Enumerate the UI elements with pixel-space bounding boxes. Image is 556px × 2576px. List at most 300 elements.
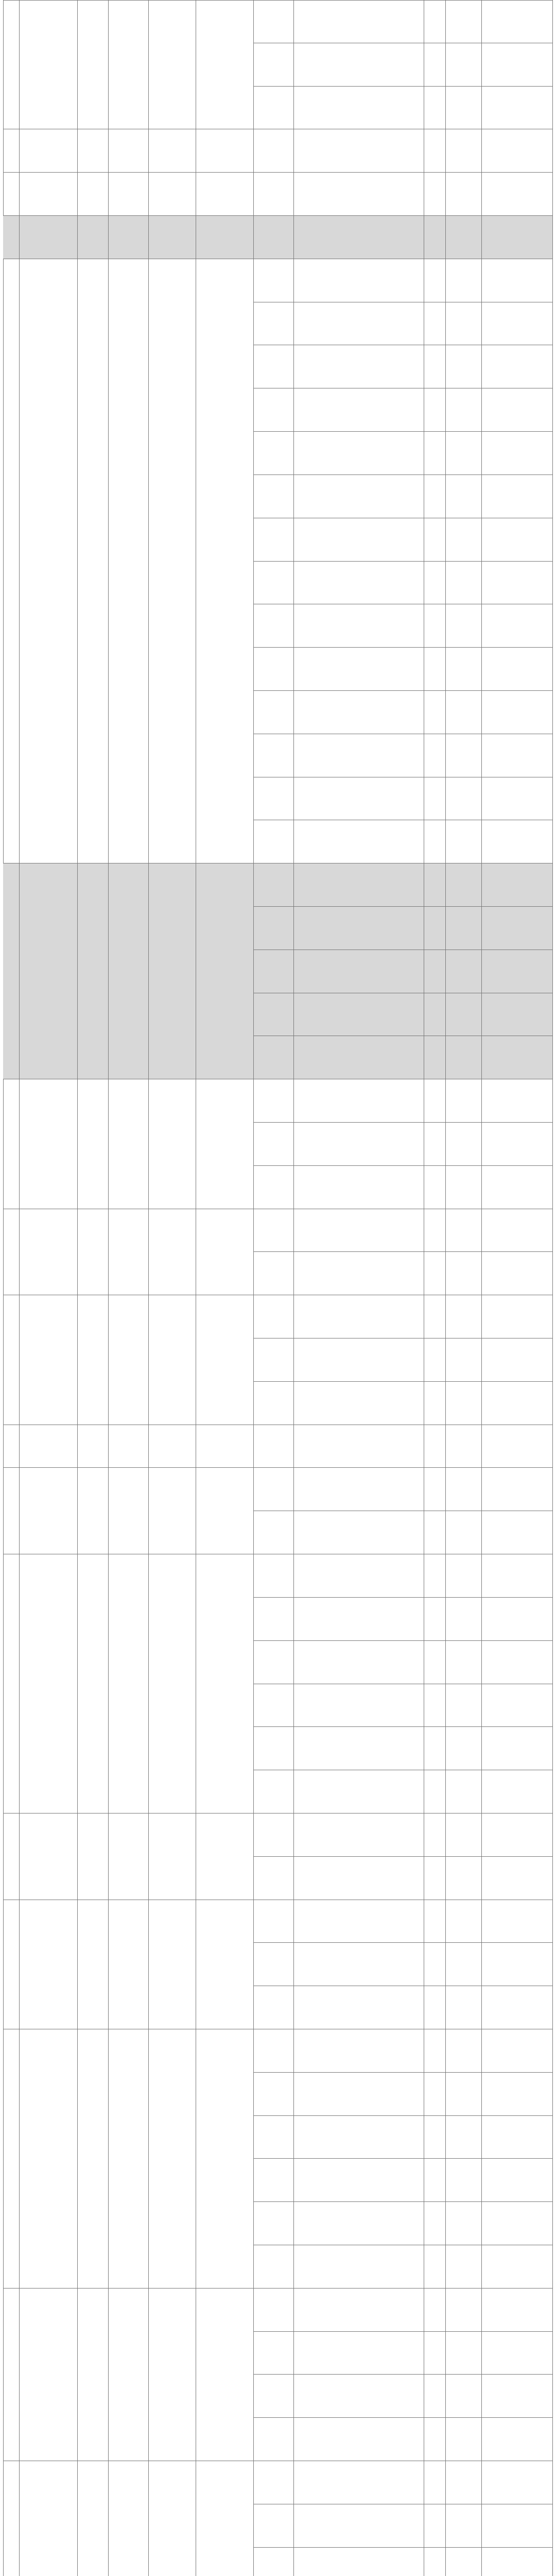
position-name-cell xyxy=(254,2202,294,2245)
requirements-cell xyxy=(294,777,424,820)
requirements-cell xyxy=(294,691,424,734)
email-cell xyxy=(149,1468,196,1554)
benefits-cell xyxy=(482,43,553,87)
phone-cell xyxy=(109,1554,149,1814)
salary-cell xyxy=(446,1166,482,1209)
position-name-cell xyxy=(254,1943,294,1986)
company-name-cell xyxy=(20,1814,78,1900)
phone-cell xyxy=(109,1079,149,1209)
headcount-cell xyxy=(424,432,446,475)
headcount-cell xyxy=(424,216,446,259)
number-cell xyxy=(3,129,20,173)
company-name-cell xyxy=(20,1425,78,1468)
requirements-cell xyxy=(294,562,424,604)
number-cell xyxy=(3,173,20,216)
requirements-cell xyxy=(294,216,424,259)
contact-cell xyxy=(78,259,109,863)
requirements-cell xyxy=(294,1079,424,1123)
salary-cell xyxy=(446,562,482,604)
benefits-cell xyxy=(482,691,553,734)
benefits-cell xyxy=(482,863,553,907)
company-name-cell xyxy=(20,1079,78,1209)
benefits-cell xyxy=(482,432,553,475)
salary-cell xyxy=(446,604,482,648)
phone-cell xyxy=(109,1468,149,1554)
position-name-cell xyxy=(254,2418,294,2461)
phone-cell xyxy=(109,2029,149,2289)
address-cell xyxy=(196,2289,254,2461)
requirements-cell xyxy=(294,2029,424,2073)
requirements-cell xyxy=(294,2245,424,2289)
salary-cell xyxy=(446,1857,482,1900)
headcount-cell xyxy=(424,388,446,432)
number-cell xyxy=(3,259,20,863)
position-name-cell xyxy=(254,2332,294,2375)
benefits-cell xyxy=(482,1511,553,1554)
position-name-cell xyxy=(254,1468,294,1511)
phone-cell xyxy=(109,259,149,863)
benefits-cell xyxy=(482,1079,553,1123)
benefits-cell xyxy=(482,2375,553,2418)
number-cell xyxy=(3,216,20,259)
requirements-cell xyxy=(294,1166,424,1209)
requirements-cell xyxy=(294,950,424,993)
headcount-cell xyxy=(424,562,446,604)
salary-cell xyxy=(446,1425,482,1468)
email-cell xyxy=(149,259,196,863)
position-name-cell xyxy=(254,345,294,388)
requirements-cell xyxy=(294,1684,424,1727)
requirements-cell xyxy=(294,1554,424,1598)
benefits-cell xyxy=(482,388,553,432)
address-cell xyxy=(196,173,254,216)
company-name-cell xyxy=(20,216,78,259)
salary-cell xyxy=(446,432,482,475)
headcount-cell xyxy=(424,1943,446,1986)
requirements-cell xyxy=(294,1857,424,1900)
headcount-cell xyxy=(424,2202,446,2245)
address-cell xyxy=(196,1900,254,2029)
headcount-cell xyxy=(424,1468,446,1511)
salary-cell xyxy=(446,2418,482,2461)
position-name-cell xyxy=(254,388,294,432)
benefits-cell xyxy=(482,518,553,562)
requirements-cell xyxy=(294,820,424,863)
headcount-cell xyxy=(424,1986,446,2029)
salary-cell xyxy=(446,1123,482,1166)
salary-cell xyxy=(446,1641,482,1684)
requirements-cell xyxy=(294,604,424,648)
requirements-cell xyxy=(294,432,424,475)
requirements-cell xyxy=(294,1770,424,1814)
benefits-cell xyxy=(482,2504,553,2548)
requirements-cell xyxy=(294,2159,424,2202)
headcount-cell xyxy=(424,0,446,43)
position-name-cell xyxy=(254,2073,294,2116)
phone-cell xyxy=(109,1900,149,2029)
email-cell xyxy=(149,2289,196,2461)
position-name-cell xyxy=(254,1338,294,1382)
benefits-cell xyxy=(482,2245,553,2289)
company-name-cell xyxy=(20,0,78,129)
headcount-cell xyxy=(424,2159,446,2202)
company-name-cell xyxy=(20,2461,78,2576)
position-name-cell xyxy=(254,2548,294,2576)
benefits-cell xyxy=(482,777,553,820)
position-name-cell xyxy=(254,2245,294,2289)
headcount-cell xyxy=(424,1554,446,1598)
salary-cell xyxy=(446,475,482,518)
benefits-cell xyxy=(482,1986,553,2029)
number-cell xyxy=(3,1079,20,1209)
salary-cell xyxy=(446,1986,482,2029)
salary-cell xyxy=(446,2073,482,2116)
requirements-cell xyxy=(294,43,424,87)
salary-cell xyxy=(446,518,482,562)
headcount-cell xyxy=(424,1036,446,1079)
address-cell xyxy=(196,1425,254,1468)
headcount-cell xyxy=(424,2073,446,2116)
position-name-cell xyxy=(254,2159,294,2202)
salary-cell xyxy=(446,1252,482,1295)
salary-cell xyxy=(446,1814,482,1857)
contact-cell xyxy=(78,1079,109,1209)
headcount-cell xyxy=(424,1684,446,1727)
salary-cell xyxy=(446,2332,482,2375)
position-name-cell xyxy=(254,993,294,1036)
email-cell xyxy=(149,1425,196,1468)
salary-cell xyxy=(446,388,482,432)
position-name-cell xyxy=(254,1425,294,1468)
email-cell xyxy=(149,2029,196,2289)
company-name-cell xyxy=(20,1900,78,2029)
requirements-cell xyxy=(294,2418,424,2461)
position-name-cell xyxy=(254,518,294,562)
headcount-cell xyxy=(424,2418,446,2461)
benefits-cell xyxy=(482,2332,553,2375)
position-name-cell xyxy=(254,2029,294,2073)
headcount-cell xyxy=(424,1425,446,1468)
benefits-cell xyxy=(482,2289,553,2332)
headcount-cell xyxy=(424,1857,446,1900)
benefits-cell xyxy=(482,475,553,518)
benefits-cell xyxy=(482,1468,553,1511)
phone-cell xyxy=(109,1814,149,1900)
benefits-cell xyxy=(482,1338,553,1382)
headcount-cell xyxy=(424,1166,446,1209)
email-cell xyxy=(149,1209,196,1295)
headcount-cell xyxy=(424,1295,446,1338)
position-name-cell xyxy=(254,1857,294,1900)
position-name-cell xyxy=(254,1123,294,1166)
benefits-cell xyxy=(482,173,553,216)
salary-cell xyxy=(446,43,482,87)
salary-cell xyxy=(446,0,482,43)
number-cell xyxy=(3,1814,20,1900)
position-name-cell xyxy=(254,1814,294,1857)
salary-cell xyxy=(446,2548,482,2576)
position-name-cell xyxy=(254,648,294,691)
headcount-cell xyxy=(424,820,446,863)
benefits-cell xyxy=(482,2418,553,2461)
salary-cell xyxy=(446,1468,482,1511)
position-name-cell xyxy=(254,2504,294,2548)
position-name-cell xyxy=(254,1770,294,1814)
benefits-cell xyxy=(482,2548,553,2576)
contact-cell xyxy=(78,1468,109,1554)
headcount-cell xyxy=(424,734,446,777)
number-cell xyxy=(3,2461,20,2576)
benefits-cell xyxy=(482,216,553,259)
benefits-cell xyxy=(482,345,553,388)
headcount-cell xyxy=(424,2461,446,2504)
position-name-cell xyxy=(254,1900,294,1943)
position-name-cell xyxy=(254,1511,294,1554)
position-name-cell xyxy=(254,432,294,475)
requirements-cell xyxy=(294,518,424,562)
requirements-cell xyxy=(294,1641,424,1684)
phone-cell xyxy=(109,2289,149,2461)
benefits-cell xyxy=(482,1684,553,1727)
salary-cell xyxy=(446,1295,482,1338)
benefits-cell xyxy=(482,993,553,1036)
number-cell xyxy=(3,1554,20,1814)
email-cell xyxy=(149,2461,196,2576)
headcount-cell xyxy=(424,2332,446,2375)
email-cell xyxy=(149,129,196,173)
company-name-cell xyxy=(20,1295,78,1425)
company-name-cell xyxy=(20,129,78,173)
contact-cell xyxy=(78,863,109,1079)
salary-cell xyxy=(446,691,482,734)
salary-cell xyxy=(446,1770,482,1814)
salary-cell xyxy=(446,259,482,302)
requirements-cell xyxy=(294,1598,424,1641)
benefits-cell xyxy=(482,1295,553,1338)
address-cell xyxy=(196,1209,254,1295)
headcount-cell xyxy=(424,2375,446,2418)
headcount-cell xyxy=(424,777,446,820)
salary-cell xyxy=(446,87,482,129)
requirements-cell xyxy=(294,2202,424,2245)
position-name-cell xyxy=(254,691,294,734)
requirements-cell xyxy=(294,993,424,1036)
requirements-cell xyxy=(294,1900,424,1943)
benefits-cell xyxy=(482,950,553,993)
position-name-cell xyxy=(254,604,294,648)
requirements-cell xyxy=(294,1209,424,1252)
salary-cell xyxy=(446,2289,482,2332)
contact-cell xyxy=(78,2461,109,2576)
benefits-cell xyxy=(482,1166,553,1209)
position-name-cell xyxy=(254,1727,294,1770)
headcount-cell xyxy=(424,2289,446,2332)
contact-cell xyxy=(78,1209,109,1295)
requirements-cell xyxy=(294,1295,424,1338)
requirements-cell xyxy=(294,1252,424,1295)
benefits-cell xyxy=(482,2073,553,2116)
position-name-cell xyxy=(254,2116,294,2159)
salary-cell xyxy=(446,1511,482,1554)
headcount-cell xyxy=(424,1338,446,1382)
requirements-cell xyxy=(294,1814,424,1857)
requirements-cell xyxy=(294,1036,424,1079)
headcount-cell xyxy=(424,2245,446,2289)
phone-cell xyxy=(109,1209,149,1295)
headcount-cell xyxy=(424,129,446,173)
requirements-cell xyxy=(294,1511,424,1554)
salary-cell xyxy=(446,2245,482,2289)
headcount-cell xyxy=(424,863,446,907)
headcount-cell xyxy=(424,1079,446,1123)
requirements-cell xyxy=(294,302,424,345)
email-cell xyxy=(149,1079,196,1209)
contact-cell xyxy=(78,216,109,259)
salary-cell xyxy=(446,216,482,259)
benefits-cell xyxy=(482,2116,553,2159)
headcount-cell xyxy=(424,1900,446,1943)
address-cell xyxy=(196,0,254,129)
salary-cell xyxy=(446,2375,482,2418)
position-name-cell xyxy=(254,2289,294,2332)
phone-cell xyxy=(109,1295,149,1425)
benefits-cell xyxy=(482,2029,553,2073)
requirements-cell xyxy=(294,907,424,950)
requirements-cell xyxy=(294,2073,424,2116)
position-name-cell xyxy=(254,1986,294,2029)
headcount-cell xyxy=(424,1641,446,1684)
number-cell xyxy=(3,1900,20,2029)
salary-cell xyxy=(446,950,482,993)
position-name-cell xyxy=(254,173,294,216)
contact-cell xyxy=(78,0,109,129)
address-cell xyxy=(196,129,254,173)
address-cell xyxy=(196,259,254,863)
email-cell xyxy=(149,173,196,216)
salary-cell xyxy=(446,2159,482,2202)
address-cell xyxy=(196,1295,254,1425)
benefits-cell xyxy=(482,1123,553,1166)
requirements-cell xyxy=(294,2289,424,2332)
salary-cell xyxy=(446,1036,482,1079)
contact-cell xyxy=(78,173,109,216)
position-name-cell xyxy=(254,950,294,993)
headcount-cell xyxy=(424,43,446,87)
benefits-cell xyxy=(482,1598,553,1641)
salary-cell xyxy=(446,648,482,691)
requirements-cell xyxy=(294,1468,424,1511)
phone-cell xyxy=(109,129,149,173)
salary-cell xyxy=(446,173,482,216)
contact-cell xyxy=(78,129,109,173)
number-cell xyxy=(3,1295,20,1425)
position-name-cell xyxy=(254,1079,294,1123)
address-cell xyxy=(196,2461,254,2576)
headcount-cell xyxy=(424,1209,446,1252)
salary-cell xyxy=(446,1684,482,1727)
position-name-cell xyxy=(254,1209,294,1252)
position-name-cell xyxy=(254,1295,294,1338)
address-cell xyxy=(196,1554,254,1814)
email-cell xyxy=(149,0,196,129)
position-name-cell xyxy=(254,129,294,173)
salary-cell xyxy=(446,863,482,907)
requirements-cell xyxy=(294,1123,424,1166)
benefits-cell xyxy=(482,1900,553,1943)
position-name-cell xyxy=(254,1166,294,1209)
address-cell xyxy=(196,1079,254,1209)
requirements-cell xyxy=(294,388,424,432)
position-name-cell xyxy=(254,2461,294,2504)
requirements-cell xyxy=(294,2116,424,2159)
benefits-cell xyxy=(482,2202,553,2245)
headcount-cell xyxy=(424,345,446,388)
salary-cell xyxy=(446,1382,482,1425)
company-name-cell xyxy=(20,259,78,863)
benefits-cell xyxy=(482,302,553,345)
benefits-cell xyxy=(482,2159,553,2202)
salary-cell xyxy=(446,1727,482,1770)
position-name-cell xyxy=(254,907,294,950)
benefits-cell xyxy=(482,1857,553,1900)
position-name-cell xyxy=(254,1036,294,1079)
company-name-cell xyxy=(20,863,78,1079)
position-name-cell xyxy=(254,1382,294,1425)
requirements-cell xyxy=(294,2548,424,2576)
requirements-cell xyxy=(294,1338,424,1382)
salary-cell xyxy=(446,1598,482,1641)
email-cell xyxy=(149,216,196,259)
position-name-cell xyxy=(254,2375,294,2418)
benefits-cell xyxy=(482,1641,553,1684)
number-cell xyxy=(3,2289,20,2461)
headcount-cell xyxy=(424,1770,446,1814)
benefits-cell xyxy=(482,820,553,863)
headcount-cell xyxy=(424,604,446,648)
position-name-cell xyxy=(254,1684,294,1727)
position-name-cell xyxy=(254,475,294,518)
company-name-cell xyxy=(20,173,78,216)
salary-cell xyxy=(446,129,482,173)
contact-cell xyxy=(78,1900,109,2029)
position-name-cell xyxy=(254,820,294,863)
benefits-cell xyxy=(482,604,553,648)
position-name-cell xyxy=(254,1554,294,1598)
email-cell xyxy=(149,1900,196,2029)
benefits-cell xyxy=(482,648,553,691)
benefits-cell xyxy=(482,2461,553,2504)
requirements-cell xyxy=(294,1943,424,1986)
position-name-cell xyxy=(254,562,294,604)
position-name-cell xyxy=(254,302,294,345)
salary-cell xyxy=(446,2202,482,2245)
headcount-cell xyxy=(424,2548,446,2576)
company-name-cell xyxy=(20,2029,78,2289)
address-cell xyxy=(196,216,254,259)
headcount-cell xyxy=(424,259,446,302)
headcount-cell xyxy=(424,173,446,216)
contact-cell xyxy=(78,1814,109,1900)
benefits-cell xyxy=(482,907,553,950)
salary-cell xyxy=(446,1943,482,1986)
requirements-cell xyxy=(294,734,424,777)
requirements-cell xyxy=(294,87,424,129)
headcount-cell xyxy=(424,648,446,691)
company-name-cell xyxy=(20,1554,78,1814)
benefits-cell xyxy=(482,0,553,43)
salary-cell xyxy=(446,993,482,1036)
contact-cell xyxy=(78,1554,109,1814)
